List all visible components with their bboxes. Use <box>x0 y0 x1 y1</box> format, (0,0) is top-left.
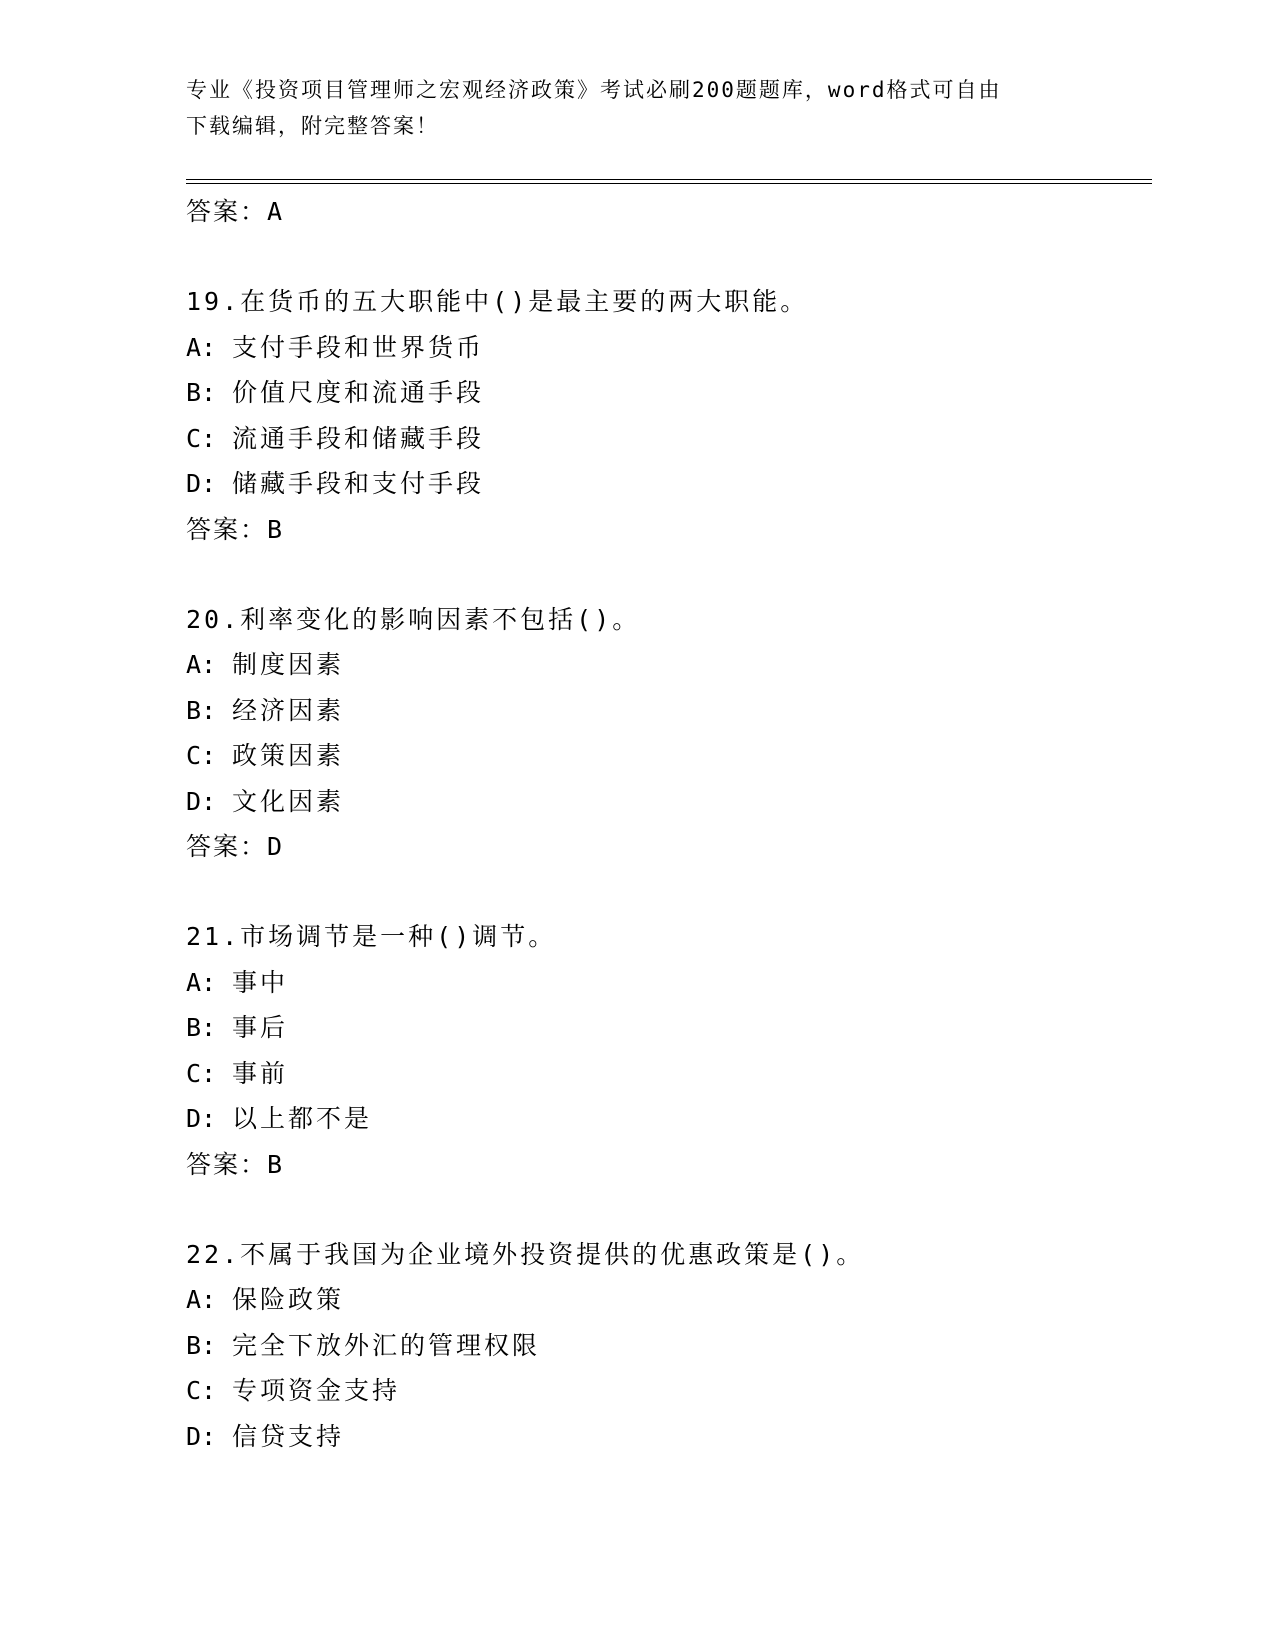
option-b <box>186 1005 1146 1051</box>
option-label: B: <box>186 1013 217 1042</box>
option-label: D: <box>186 786 217 816</box>
option-text: 流通手段和储藏手段 <box>232 423 485 453</box>
option-text: 完全下放外汇的管理权限 <box>232 1330 541 1360</box>
option-text: 信贷支持 <box>232 1421 345 1451</box>
option-text: 制度因素 <box>232 650 345 679</box>
question-stem: 20.利率变化的影响因素不包括()。 <box>186 604 641 634</box>
question-stem: 21.市场调节是一种()调节。 <box>186 922 557 951</box>
question-stem: 22.不属于我国为企业境外投资提供的优惠政策是()。 <box>186 1239 865 1269</box>
answer-previous: 答案：A <box>186 197 285 226</box>
option-label: D: <box>186 1104 217 1133</box>
option-label: B: <box>186 1330 217 1360</box>
document-body <box>186 189 1146 1459</box>
answer: 答案：D <box>186 832 285 861</box>
option-text: 专项资金支持 <box>232 1376 401 1405</box>
option-text: 事后 <box>232 1013 289 1042</box>
option-text: 价值尺度和流通手段 <box>232 378 485 407</box>
option-text: 支付手段和世界货币 <box>232 332 485 362</box>
option-label: C: <box>186 1058 217 1088</box>
header-rule-top <box>186 179 1152 180</box>
header-rule-bottom <box>186 183 1152 184</box>
option-b <box>186 370 1146 416</box>
option-label: D: <box>186 1421 217 1451</box>
option-label: D: <box>186 469 217 498</box>
answer: 答案：B <box>186 514 285 544</box>
option-a <box>186 960 1146 1006</box>
option-text: 以上都不是 <box>232 1104 373 1133</box>
option-text: 事前 <box>232 1058 289 1088</box>
option-a <box>186 325 1146 371</box>
option-text: 事中 <box>232 967 289 997</box>
option-text: 文化因素 <box>232 786 345 816</box>
option-label: B: <box>186 695 217 725</box>
option-text: 政策因素 <box>232 741 345 770</box>
option-d <box>186 779 1146 825</box>
option-text: 经济因素 <box>232 695 345 725</box>
option-label: A: <box>186 1285 217 1314</box>
option-b <box>186 688 1146 734</box>
option-d <box>186 1414 1146 1460</box>
header-line-2: 下载编辑，附完整答案！ <box>186 114 439 138</box>
option-label: C: <box>186 741 217 770</box>
option-c <box>186 416 1146 462</box>
question-21 <box>186 914 1146 1188</box>
option-c <box>186 1051 1146 1097</box>
question-19 <box>186 279 1146 553</box>
option-c <box>186 733 1146 779</box>
option-label: A: <box>186 967 217 997</box>
option-text: 保险政策 <box>232 1285 345 1314</box>
question-20 <box>186 597 1146 871</box>
document-header <box>186 72 1066 144</box>
option-d <box>186 461 1146 507</box>
option-text: 储藏手段和支付手段 <box>232 469 485 498</box>
option-a <box>186 1277 1146 1323</box>
option-label: A: <box>186 650 217 679</box>
header-line-1: 专业《投资项目管理师之宏观经济政策》考试必刷200题题库，word格式可自由 <box>186 78 1002 102</box>
option-label: A: <box>186 332 217 362</box>
option-label: B: <box>186 378 217 407</box>
option-b <box>186 1323 1146 1369</box>
option-c <box>186 1368 1146 1414</box>
answer: 答案：B <box>186 1149 285 1179</box>
question-stem: 19.在货币的五大职能中()是最主要的两大职能。 <box>186 287 809 316</box>
option-label: C: <box>186 1376 217 1405</box>
question-22 <box>186 1232 1146 1460</box>
option-label: C: <box>186 423 217 453</box>
option-a <box>186 642 1146 688</box>
option-d <box>186 1096 1146 1142</box>
